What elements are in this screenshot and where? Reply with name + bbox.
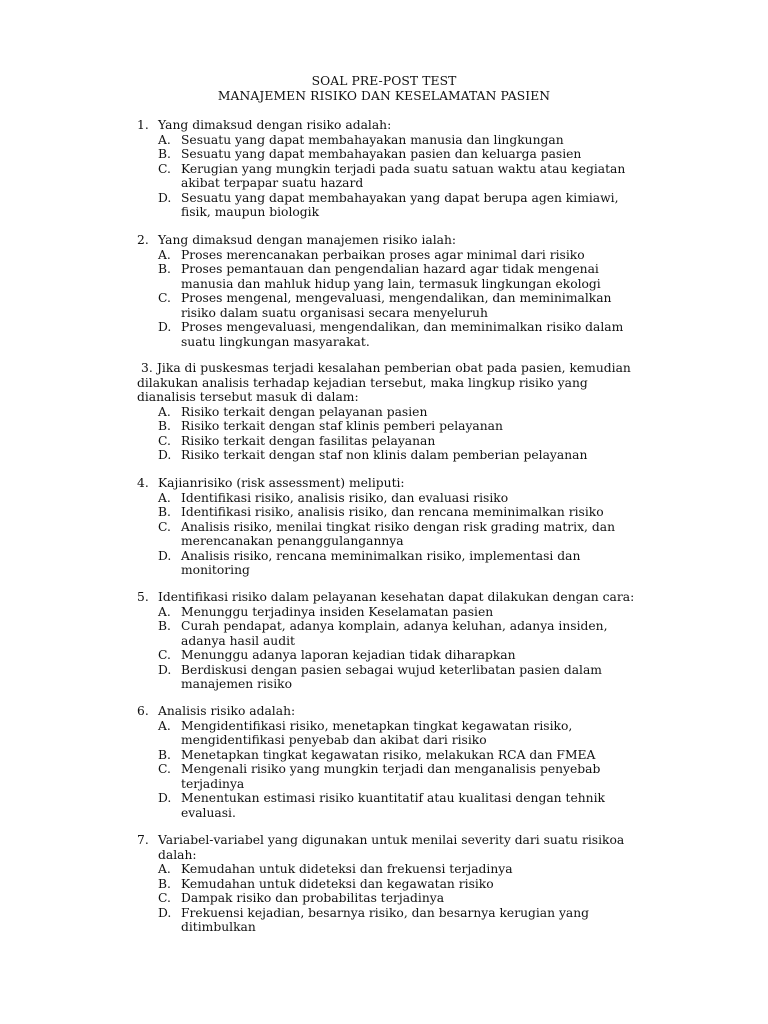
option-text: Sesuatu yang dapat membahayakan pasien dan keluarga pasien xyxy=(181,147,582,161)
option-text: Analisis risiko, rencana meminimalkan risiko, implementasi dan monitoring xyxy=(181,548,581,578)
option-letter: D. xyxy=(158,190,172,205)
question-number: 3. xyxy=(141,361,153,375)
question-stem: Identifikasi risiko dalam pelayanan kesehatan dapat dilakukan dengan cara: xyxy=(158,590,635,604)
option-text: Identifikasi risiko, analisis risiko, dan rencana meminimalkan risiko xyxy=(181,505,604,519)
option-letter: A. xyxy=(158,404,171,419)
option-letter: C. xyxy=(158,891,171,905)
option-letter: B. xyxy=(158,262,171,276)
option-text: Proses pemantauan dan pengendalian hazard agar tidak mengenai manusia dan mahluk hidup yang lain, termasuk lingkungan ekologi xyxy=(181,262,601,291)
option-letter: D. xyxy=(158,791,172,805)
option-text: Analisis risiko, menilai tingkat risiko dengan risk grading matrix, dan merencanakan penanggulangannya xyxy=(181,519,615,549)
option-text: Proses mengevaluasi, mengendalikan, dan meminimalkan risiko dalam suatu lingkungan masyarakat. xyxy=(181,320,624,349)
option-letter: A. xyxy=(158,247,171,262)
option-text: Curah pendapat, adanya komplain, adanya keluhan, adanya insiden, adanya hasil audit xyxy=(181,619,608,648)
document-title: SOAL PRE-POST TEST xyxy=(311,74,457,88)
option-text: Kemudahan untuk dideteksi dan kegawatan risiko xyxy=(181,876,494,891)
question-number: 6. xyxy=(137,704,149,718)
option-letter: A. xyxy=(158,604,171,619)
option-text: Identifikasi risiko, analisis risiko, dan evaluasi risiko xyxy=(181,490,509,505)
question-number: 2. xyxy=(137,233,149,247)
option-letter: C. xyxy=(158,161,171,176)
option-letter: C. xyxy=(158,648,171,662)
option-letter: A. xyxy=(158,132,171,147)
question-stem: Yang dimaksud dengan manajemen risiko ialah: xyxy=(158,233,457,247)
option-text: Risiko terkait dengan fasilitas pelayanan xyxy=(181,433,436,448)
question-stem: Yang dimaksud dengan risiko adalah: xyxy=(158,118,392,132)
option-text: Frekuensi kejadian, besarnya risiko, dan besarnya kerugian yang ditimbulkan xyxy=(181,905,590,935)
option-text: Menentukan estimasi risiko kuantitatif atau kualitasi dengan tehnik evaluasi. xyxy=(181,791,605,820)
option-letter: B. xyxy=(158,419,171,433)
option-text: Menetapkan tingkat kegawatan risiko, melakukan RCA dan FMEA xyxy=(181,747,596,762)
document-subtitle: MANAJEMEN RISIKO DAN KESELAMATAN PASIEN xyxy=(217,89,551,103)
option-letter: D. xyxy=(158,448,172,462)
question-stem: Kajianrisiko (risk assessment) meliputi: xyxy=(158,476,405,490)
question-number: 7. xyxy=(137,833,149,847)
question-number: 5. xyxy=(137,590,149,604)
option-text: Risiko terkait dengan staf klinis pemberi pelayanan xyxy=(181,419,503,433)
option-text: Menunggu terjadinya insiden Keselamatan pasien xyxy=(181,604,494,619)
option-letter: A. xyxy=(158,862,171,876)
option-letter: D. xyxy=(158,320,172,334)
option-text: Proses mengenal, mengevaluasi, mengendalikan, dan meminimalkan risiko dalam suatu organisasi secara menyeluruh xyxy=(181,291,612,320)
option-letter: D. xyxy=(158,905,172,920)
option-letter: A. xyxy=(158,490,171,505)
option-text: Dampak risiko dan probabilitas terjadinya xyxy=(181,891,445,905)
question-stem: Jika di puskesmas terjadi kesalahan pemberian obat pada pasien, kemudian dilakukan analisis terhadap kejadian tersebut, maka lingkup risiko yang dianalisis tersebut masuk di dalam: xyxy=(137,361,631,405)
question-number: 4. xyxy=(137,476,149,490)
option-letter: B. xyxy=(158,876,171,891)
option-text: Mengidentifikasi risiko, menetapkan tingkat kegawatan risiko, mengidentifikasi penyebab dan akibat dari risiko xyxy=(181,718,573,748)
option-letter: C. xyxy=(158,433,171,448)
option-letter: C. xyxy=(158,291,171,305)
option-text: Kemudahan untuk dideteksi dan frekuensi terjadinya xyxy=(181,862,513,876)
option-letter: D. xyxy=(158,662,172,677)
question-number: 1. xyxy=(137,118,149,132)
option-text: Sesuatu yang dapat membahayakan manusia dan lingkungan xyxy=(181,132,564,147)
option-letter: B. xyxy=(158,747,171,762)
option-letter: B. xyxy=(158,505,171,519)
option-letter: D. xyxy=(158,548,172,563)
question-stem: Analisis risiko adalah: xyxy=(158,704,296,718)
option-text: Kerugian yang mungkin terjadi pada suatu satuan waktu atau kegiatan akibat terpapar suatu hazard xyxy=(181,161,626,191)
option-letter: B. xyxy=(158,147,171,161)
question-stem: Variabel-variabel yang digunakan untuk menilai severity dari suatu risikoa dalah: xyxy=(158,833,625,862)
option-text: Mengenali risiko yang mungkin terjadi dan menganalisis penyebab terjadinya xyxy=(181,762,601,791)
option-letter: A. xyxy=(158,718,171,733)
option-text: Berdiskusi dengan pasien sebagai wujud keterlibatan pasien dalam manajemen risiko xyxy=(181,662,602,692)
option-text: Proses merencanakan perbaikan proses agar minimal dari risiko xyxy=(181,247,585,262)
option-letter: C. xyxy=(158,519,171,534)
option-text: Risiko terkait dengan staf non klinis dalam pemberian pelayanan xyxy=(181,448,588,462)
option-letter: B. xyxy=(158,619,171,633)
option-text: Risiko terkait dengan pelayanan pasien xyxy=(181,404,428,419)
option-text: Sesuatu yang dapat membahayakan yang dapat berupa agen kimiawi, fisik, maupun biologik xyxy=(181,190,619,220)
option-letter: C. xyxy=(158,762,171,776)
option-text: Menunggu adanya laporan kejadian tidak diharapkan xyxy=(181,648,516,662)
